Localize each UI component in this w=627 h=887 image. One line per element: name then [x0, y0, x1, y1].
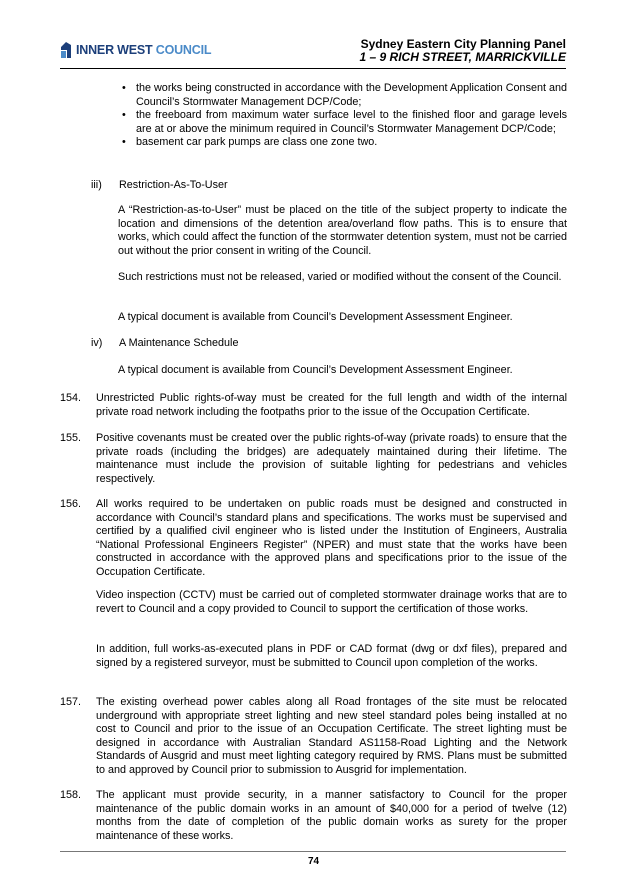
- bullet-dot-icon: •: [122, 136, 126, 149]
- site-address: 1 – 9 RICH STREET, MARRICKVILLE: [359, 50, 566, 64]
- header-divider: [60, 68, 566, 69]
- item-number: 157.: [60, 696, 82, 708]
- list-item: • basement car park pumps are class one zone two.: [122, 136, 378, 149]
- paragraph: A typical document is available from Council’s Development Assessment Engineer.: [118, 364, 513, 376]
- subsection-heading-iii: iii) Restriction-As-To-User: [91, 179, 228, 191]
- footer-divider: [60, 851, 566, 852]
- subsection-heading-iv: iv) A Maintenance Schedule: [91, 337, 239, 349]
- item-number: 158.: [60, 789, 82, 801]
- paragraph: Video inspection (CCTV) must be carried out of completed stormwater drainage works that are to revert to Council and a copy provided to Council to support the certification of those works.: [96, 589, 567, 615]
- item-number: 154.: [60, 392, 82, 404]
- paragraph: In addition, full works-as-executed plans in PDF or CAD format (dwg or dxf files), prepared and signed by a registered surveyor, must be submitted to Council upon completion of the works.: [96, 643, 567, 669]
- paragraph: A typical document is available from Council’s Development Assessment Engineer.: [118, 311, 513, 323]
- page-number: 74: [307, 856, 320, 867]
- item-text: All works required to be undertaken on public roads must be designed and constructed in accordance with Council’s standard plans and specifications. The works must be supervised and certified by a qualified civil engineer who is listed under the Institution of Engineers, Australia “National Professional Engineers Register” (NPER) and must state that the works have been constructed in accordance with the approved plans and specifications prior to the issue of the Occupation Certificate.: [96, 498, 567, 578]
- panel-title: Sydney Eastern City Planning Panel: [360, 37, 566, 51]
- item-text: Positive covenants must be created over the public rights-of-way (private roads) to ensure that the private roads (including the bridges) are adequately maintained during their lifetime. The maintenance must include the provision of suitable lighting for pedestrians and vehicles respectively.: [96, 432, 567, 485]
- bullet-dot-icon: •: [122, 82, 126, 94]
- logo-text: INNER WEST COUNCIL: [76, 43, 212, 57]
- bullet-dot-icon: •: [122, 109, 126, 122]
- page-header: [60, 36, 566, 66]
- paragraph: A “Restriction-as-to-User” must be placed on the title of the subject property to indicate the location and dimensions of the detention area/overland flow paths. This is to ensure that works, which could affect the function of the stormwater detention system, must not be carried out without the prior consent in writing of the Council.: [118, 204, 567, 257]
- council-logo: [60, 40, 211, 60]
- item-text: Unrestricted Public rights-of-way must be created for the full length and width of the internal private road network including the footpaths prior to the issue of the Occupation Certificate.: [96, 392, 567, 418]
- list-item: • the freeboard from maximum water surface level to the finished floor and garage levels are at or above the minimum required in Council’s Stormwater Management DCP/Code;: [122, 109, 567, 135]
- item-text: The applicant must provide security, in a manner satisfactory to Council for the proper maintenance of the public domain works in an amount of $40,000 for a period of twelve (12) months from the date of completion of the public domain works as surety for the proper maintenance of these works.: [96, 789, 567, 842]
- item-text: The existing overhead power cables along all Road frontages of the site must be relocated underground with appropriate street lighting and new steel standard poles being installed at no cost to Council and prior to the issue of an Occupation Certificate. The street lighting must be designed in accordance with Australian Standard AS1158-Road Lighting and the Network Standards of Ausgrid and must meet lighting category required by RMS. Plans must be submitted to and approved by Council prior to submission to Ausgrid for implementation.: [96, 696, 567, 776]
- council-logo-icon: [60, 41, 72, 59]
- list-item: • the works being constructed in accordance with the Development Application Consent and Council’s Stormwater Management DCP/Code;: [122, 82, 567, 108]
- paragraph: Such restrictions must not be released, varied or modified without the consent of the Council.: [118, 271, 562, 283]
- bullet-list: [122, 82, 567, 150]
- header-title-block: [360, 38, 566, 64]
- item-number: 156.: [60, 498, 82, 510]
- item-number: 155.: [60, 432, 82, 444]
